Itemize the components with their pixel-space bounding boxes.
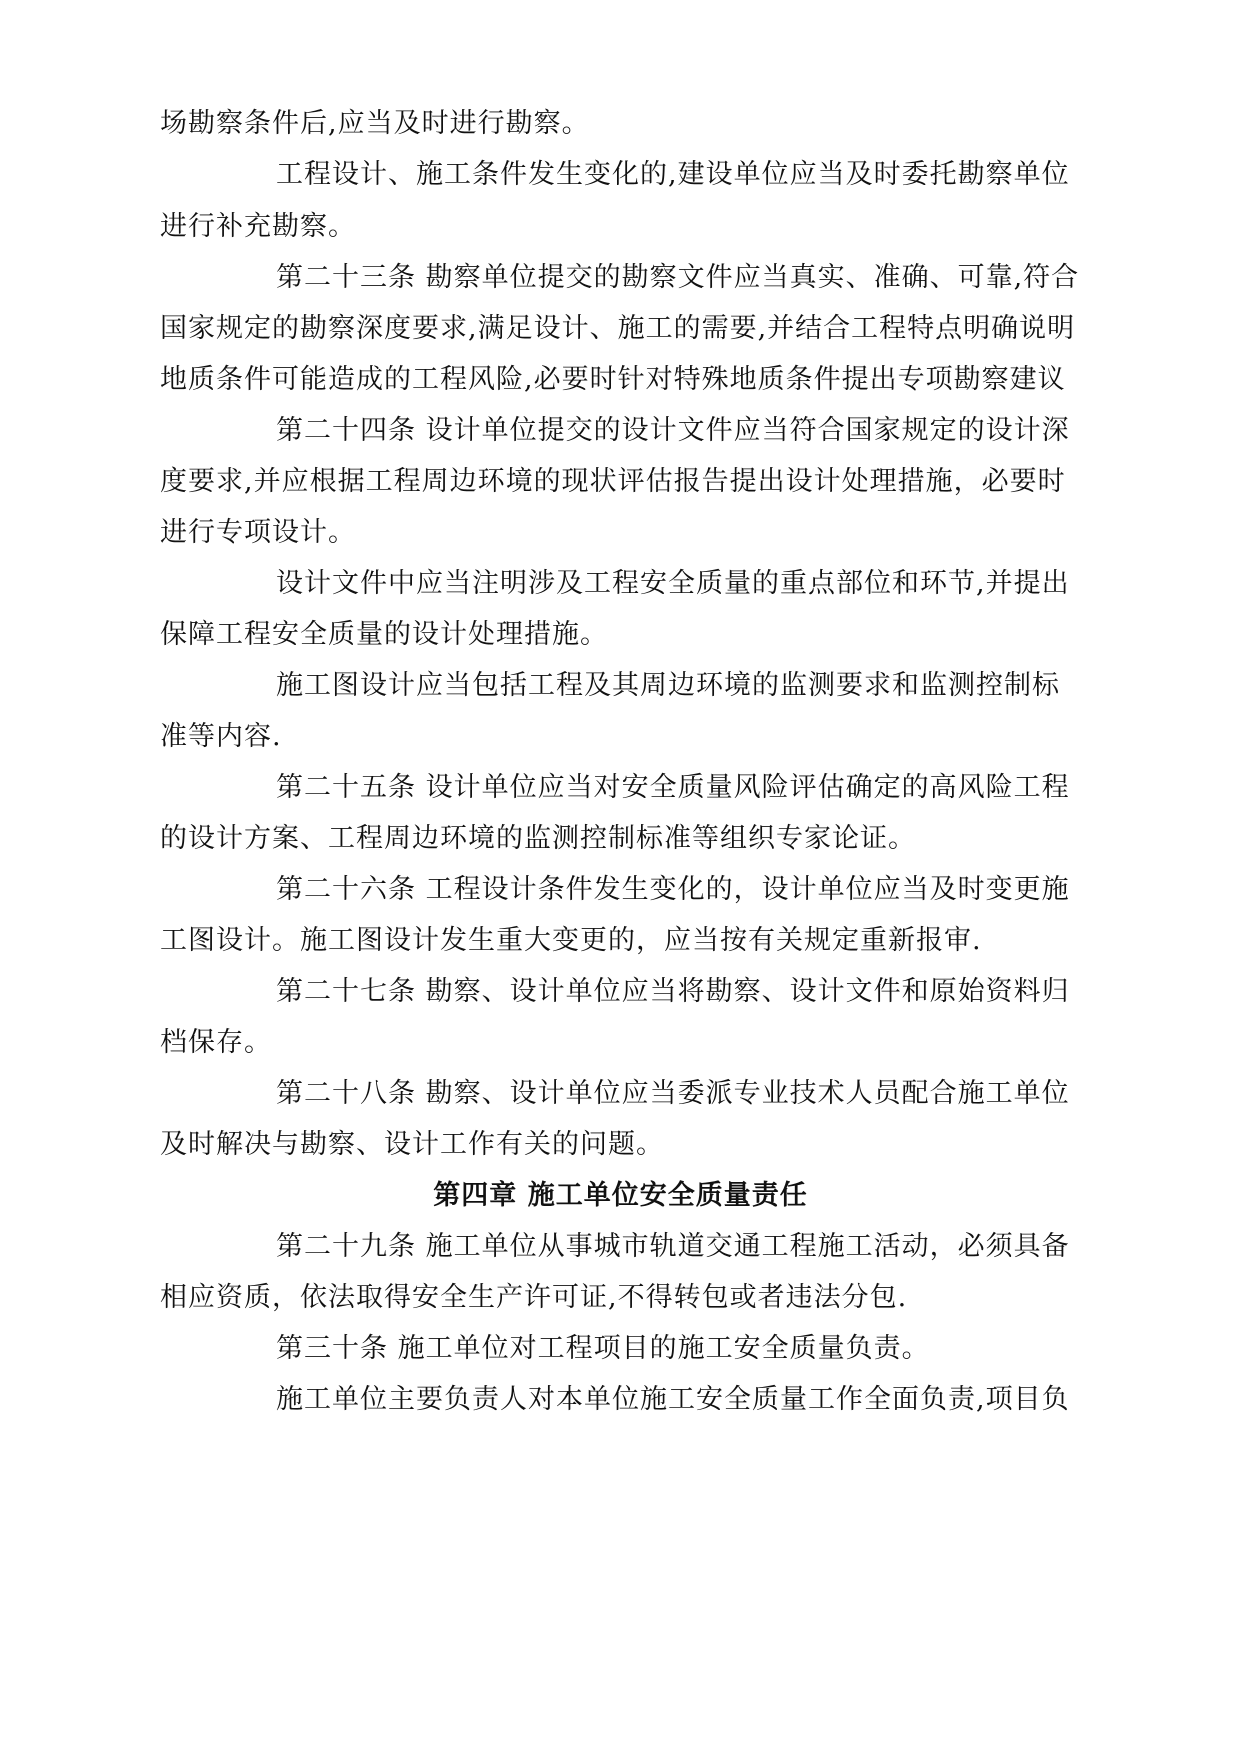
text-line: 地质条件可能造成的工程风险,必要时针对特殊地质条件提出专项勘察建议 — [160, 364, 1066, 395]
text-line: 国家规定的勘察深度要求,满足设计、施工的需要,并结合工程特点明确说明 — [160, 313, 1076, 344]
article-24-first-line: 第二十四条 设计单位提交的设计文件应当符合国家规定的设计深 — [276, 415, 1070, 446]
text-line: 准等内容. — [160, 721, 282, 752]
text-line: 的设计方案、工程周边环境的监测控制标准等组织专家论证。 — [160, 823, 916, 854]
paragraph-first-line: 工程设计、施工条件发生变化的,建设单位应当及时委托勘察单位 — [276, 159, 1070, 190]
article-23-first-line: 第二十三条 勘察单位提交的勘察文件应当真实、准确、可靠,符合 — [276, 262, 1080, 293]
article-30-first-line: 第三十条 施工单位对工程项目的施工安全质量负责。 — [276, 1333, 930, 1364]
article-28-first-line: 第二十八条 勘察、设计单位应当委派专业技术人员配合施工单位 — [276, 1078, 1070, 1109]
text-line: 进行补充勘察。 — [160, 211, 356, 242]
text-line: 档保存。 — [160, 1027, 272, 1058]
article-27-first-line: 第二十七条 勘察、设计单位应当将勘察、设计文件和原始资料归 — [276, 976, 1070, 1007]
text-line: 度要求,并应根据工程周边环境的现状评估报告提出设计处理措施，必要时 — [160, 466, 1066, 497]
paragraph-first-line: 施工单位主要负责人对本单位施工安全质量工作全面负责,项目负 — [276, 1384, 1070, 1415]
text-line: 相应资质，依法取得安全生产许可证,不得转包或者违法分包. — [160, 1282, 908, 1313]
text-line: 工图设计。施工图设计发生重大变更的，应当按有关规定重新报审. — [160, 925, 982, 956]
article-25-first-line: 第二十五条 设计单位应当对安全质量风险评估确定的高风险工程 — [276, 772, 1070, 803]
text-line: 场勘察条件后,应当及时进行勘察。 — [160, 108, 590, 139]
article-26-first-line: 第二十六条 工程设计条件发生变化的，设计单位应当及时变更施 — [276, 874, 1070, 905]
text-line: 及时解决与勘察、设计工作有关的问题。 — [160, 1129, 664, 1160]
article-29-first-line: 第二十九条 施工单位从事城市轨道交通工程施工活动，必须具备 — [276, 1231, 1070, 1262]
paragraph-first-line: 设计文件中应当注明涉及工程安全质量的重点部位和环节,并提出 — [276, 568, 1070, 599]
text-line: 保障工程安全质量的设计处理措施。 — [160, 619, 608, 650]
text-line: 进行专项设计。 — [160, 517, 356, 548]
paragraph-first-line: 施工图设计应当包括工程及其周边环境的监测要求和监测控制标 — [276, 670, 1060, 701]
chapter-heading: 第四章 施工单位安全质量责任 — [433, 1180, 808, 1211]
